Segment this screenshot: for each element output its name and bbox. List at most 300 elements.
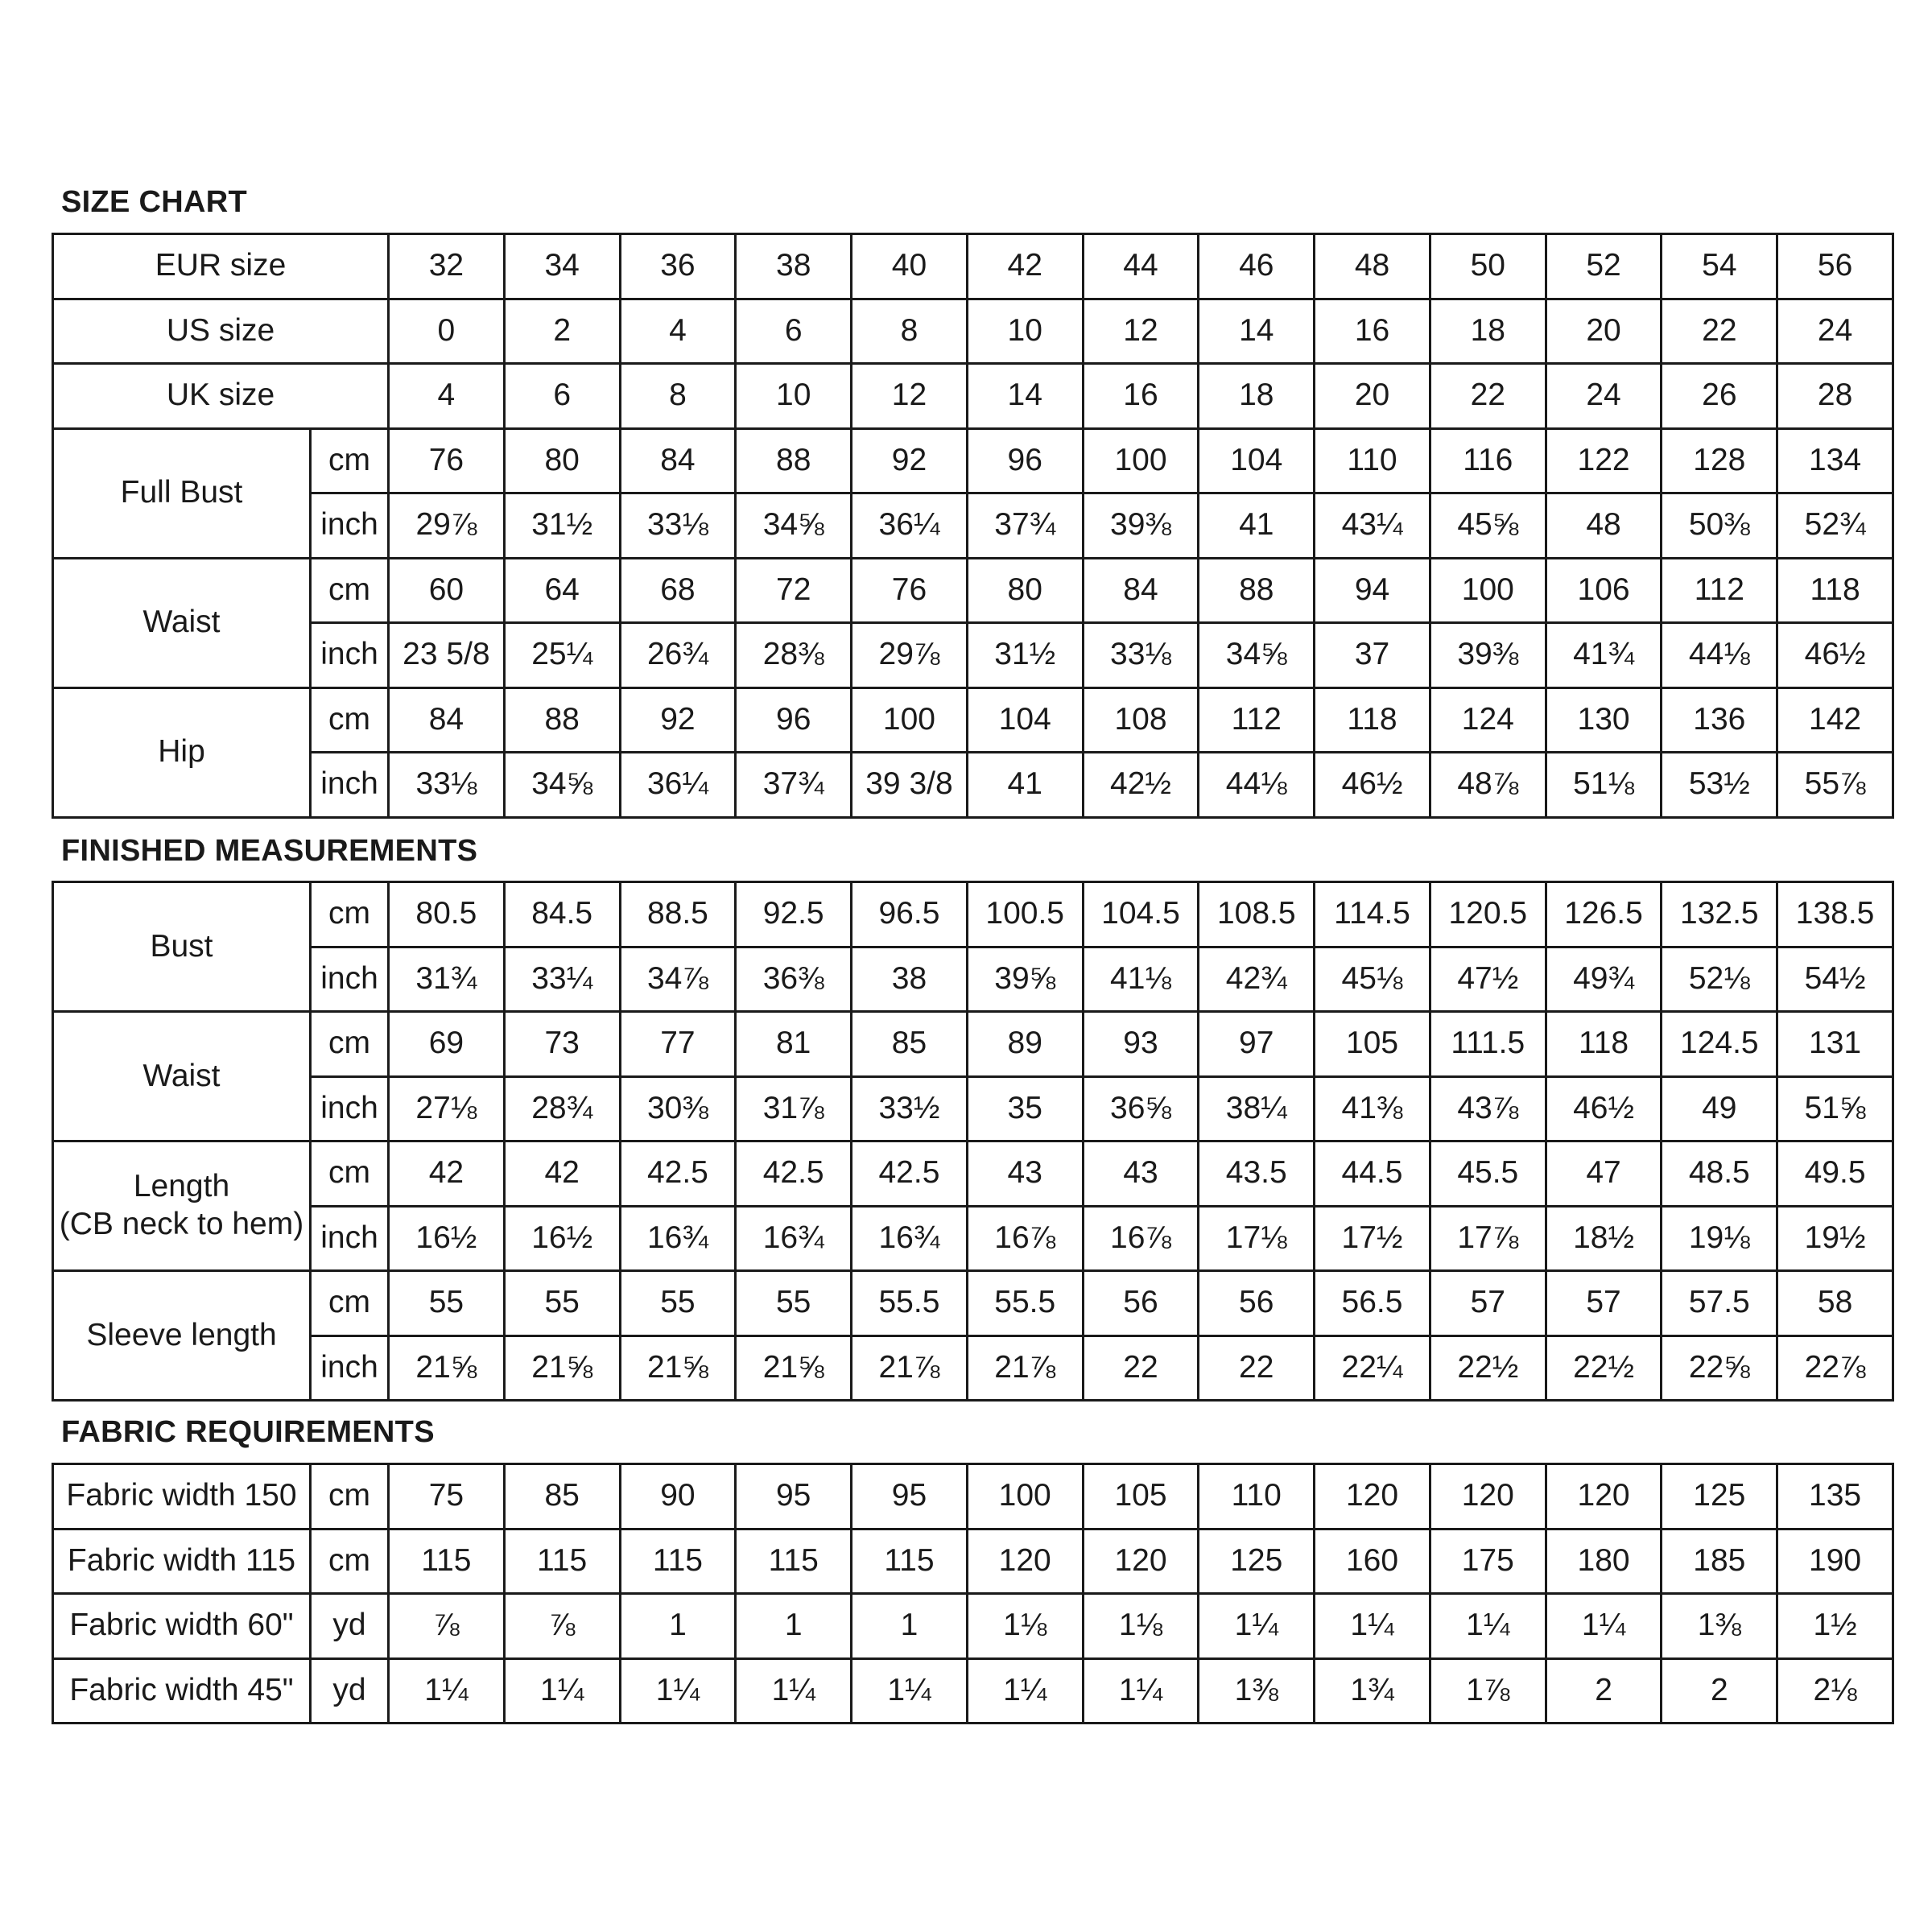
unit-cell: yd (311, 1594, 389, 1659)
value-cell: 16¾ (620, 1206, 736, 1271)
value-cell: 16¾ (736, 1206, 852, 1271)
value-cell: 1¾ (1315, 1658, 1430, 1724)
value-cell: 43.5 (1199, 1141, 1315, 1207)
value-cell: 2 (1546, 1658, 1662, 1724)
value-cell: 97 (1199, 1012, 1315, 1077)
value-cell: 88 (1199, 558, 1315, 623)
value-cell: 34⅝ (504, 753, 620, 818)
value-cell: 1 (736, 1594, 852, 1659)
value-cell: 43 (1083, 1141, 1199, 1207)
value-cell: 85 (504, 1464, 620, 1530)
value-cell: 1⅞ (1430, 1658, 1546, 1724)
value-cell: 112 (1199, 687, 1315, 753)
table-row (53, 1141, 1893, 1207)
value-cell: 38 (852, 947, 968, 1012)
value-cell: 125 (1199, 1529, 1315, 1594)
value-cell: 84 (389, 687, 505, 753)
value-cell: 50 (1430, 234, 1546, 299)
value-cell: 88 (736, 428, 852, 493)
value-cell: 77 (620, 1012, 736, 1077)
value-cell: 57.5 (1662, 1271, 1777, 1336)
value-cell: 4 (620, 299, 736, 364)
value-cell: 16⅞ (967, 1206, 1083, 1271)
value-cell: 175 (1430, 1529, 1546, 1594)
value-cell: 2 (504, 299, 620, 364)
value-cell: 28¾ (504, 1076, 620, 1141)
value-cell: 39⅜ (1083, 493, 1199, 559)
value-cell: 130 (1546, 687, 1662, 753)
value-cell: 160 (1315, 1529, 1430, 1594)
value-cell: 2 (1662, 1658, 1777, 1724)
value-cell: 34 (504, 234, 620, 299)
value-cell: 19½ (1777, 1206, 1893, 1271)
value-cell: 22⅝ (1662, 1335, 1777, 1401)
value-cell: 96.5 (852, 882, 968, 947)
value-cell: 118 (1546, 1012, 1662, 1077)
value-cell: 31⅞ (736, 1076, 852, 1141)
size-header-row (53, 299, 1893, 364)
value-cell: 22 (1083, 1335, 1199, 1401)
unit-cell: inch (311, 947, 389, 1012)
value-cell: 22 (1199, 1335, 1315, 1401)
value-cell: 1¼ (1546, 1594, 1662, 1659)
value-cell: 36⅝ (1083, 1076, 1199, 1141)
value-cell: 46 (1199, 234, 1315, 299)
value-cell: 29⅞ (852, 623, 968, 688)
value-cell: 1¼ (967, 1658, 1083, 1724)
value-cell: 45⅝ (1430, 493, 1546, 559)
value-cell: 80.5 (389, 882, 505, 947)
value-cell: 1¼ (504, 1658, 620, 1724)
value-cell: 42.5 (620, 1141, 736, 1207)
value-cell: 43 (967, 1141, 1083, 1207)
value-cell: 50⅜ (1662, 493, 1777, 559)
value-cell: 45.5 (1430, 1141, 1546, 1207)
value-cell: 16¾ (852, 1206, 968, 1271)
value-cell: 1½ (1777, 1594, 1893, 1659)
value-cell: 108 (1083, 687, 1199, 753)
value-cell: 12 (1083, 299, 1199, 364)
value-cell: 118 (1315, 687, 1430, 753)
value-cell: 39⅜ (1430, 623, 1546, 688)
value-cell: 46½ (1546, 1076, 1662, 1141)
value-cell: 1¼ (1199, 1594, 1315, 1659)
value-cell: 132.5 (1662, 882, 1777, 947)
value-cell: 100 (1083, 428, 1199, 493)
value-cell: 27⅛ (389, 1076, 505, 1141)
value-cell: 56 (1777, 234, 1893, 299)
value-cell: 115 (736, 1529, 852, 1594)
value-cell: 49 (1662, 1076, 1777, 1141)
value-cell: 124 (1430, 687, 1546, 753)
value-cell: 55 (620, 1271, 736, 1336)
value-cell: 44.5 (1315, 1141, 1430, 1207)
value-cell: 56 (1199, 1271, 1315, 1336)
measurement-label: Waist (53, 1012, 311, 1141)
value-cell: 17⅛ (1199, 1206, 1315, 1271)
value-cell: 41 (967, 753, 1083, 818)
value-cell: 1¼ (1315, 1594, 1430, 1659)
value-cell: 120 (1546, 1464, 1662, 1530)
value-cell: 16½ (504, 1206, 620, 1271)
value-cell: 28⅜ (736, 623, 852, 688)
value-cell: 31½ (504, 493, 620, 559)
value-cell: 76 (389, 428, 505, 493)
value-cell: 44 (1083, 234, 1199, 299)
value-cell: 31½ (967, 623, 1083, 688)
value-cell: 16 (1083, 364, 1199, 429)
value-cell: 111.5 (1430, 1012, 1546, 1077)
unit-cell: inch (311, 1076, 389, 1141)
unit-cell: inch (311, 1206, 389, 1271)
value-cell: 92.5 (736, 882, 852, 947)
value-cell: 138.5 (1777, 882, 1893, 947)
table-row (53, 687, 1893, 753)
value-cell: 56.5 (1315, 1271, 1430, 1336)
value-cell: 88.5 (620, 882, 736, 947)
value-cell: 42 (504, 1141, 620, 1207)
value-cell: 115 (504, 1529, 620, 1594)
value-cell: 21⅞ (967, 1335, 1083, 1401)
value-cell: 47 (1546, 1141, 1662, 1207)
value-cell: 1⅜ (1199, 1658, 1315, 1724)
measurement-label: Hip (53, 687, 311, 817)
value-cell: 23 5/8 (389, 623, 505, 688)
value-cell: 16 (1315, 299, 1430, 364)
value-cell: 36⅜ (736, 947, 852, 1012)
value-cell: 94 (1315, 558, 1430, 623)
finished-measurements-title: FINISHED MEASUREMENTS (61, 834, 478, 868)
value-cell: 104 (1199, 428, 1315, 493)
value-cell: 95 (736, 1464, 852, 1530)
value-cell: 73 (504, 1012, 620, 1077)
fabric-label: Fabric width 60" (53, 1594, 311, 1659)
value-cell: 34⅝ (736, 493, 852, 559)
value-cell: 52⅛ (1662, 947, 1777, 1012)
value-cell: 92 (852, 428, 968, 493)
value-cell: 33⅛ (389, 753, 505, 818)
value-cell: 90 (620, 1464, 736, 1530)
value-cell: 136 (1662, 687, 1777, 753)
value-cell: 22 (1430, 364, 1546, 429)
value-cell: 18 (1430, 299, 1546, 364)
value-cell: 41¾ (1546, 623, 1662, 688)
value-cell: 1 (852, 1594, 968, 1659)
size-header-row (53, 364, 1893, 429)
fabric-requirements-table (52, 1463, 1894, 1724)
unit-cell: inch (311, 753, 389, 818)
value-cell: 33¼ (504, 947, 620, 1012)
value-cell: 55 (736, 1271, 852, 1336)
value-cell: 6 (504, 364, 620, 429)
value-cell: 22½ (1430, 1335, 1546, 1401)
value-cell: 46½ (1315, 753, 1430, 818)
value-cell: 120 (967, 1529, 1083, 1594)
value-cell: 29⅞ (389, 493, 505, 559)
value-cell: 42 (967, 234, 1083, 299)
value-cell: 51⅛ (1546, 753, 1662, 818)
fabric-row (53, 1658, 1893, 1724)
value-cell: 100.5 (967, 882, 1083, 947)
value-cell: 21⅝ (504, 1335, 620, 1401)
table-row (53, 882, 1893, 947)
value-cell: 30⅜ (620, 1076, 736, 1141)
table-row (53, 1206, 1893, 1271)
unit-cell: cm (311, 1012, 389, 1077)
fabric-label: Fabric width 150 (53, 1464, 311, 1530)
fabric-row (53, 1464, 1893, 1530)
value-cell: 180 (1546, 1529, 1662, 1594)
value-cell: 32 (389, 234, 505, 299)
value-cell: 10 (967, 299, 1083, 364)
value-cell: 1¼ (389, 1658, 505, 1724)
value-cell: 47½ (1430, 947, 1546, 1012)
value-cell: 88 (504, 687, 620, 753)
value-cell: 10 (736, 364, 852, 429)
row-label: UK size (53, 364, 389, 429)
value-cell: 114.5 (1315, 882, 1430, 947)
value-cell: 72 (736, 558, 852, 623)
value-cell: 42.5 (736, 1141, 852, 1207)
value-cell: 84.5 (504, 882, 620, 947)
value-cell: 38 (736, 234, 852, 299)
value-cell: 122 (1546, 428, 1662, 493)
value-cell: 20 (1546, 299, 1662, 364)
value-cell: 48⅞ (1430, 753, 1546, 818)
value-cell: 110 (1199, 1464, 1315, 1530)
value-cell: 26 (1662, 364, 1777, 429)
value-cell: 69 (389, 1012, 505, 1077)
value-cell: 134 (1777, 428, 1893, 493)
table-row (53, 1335, 1893, 1401)
value-cell: 108.5 (1199, 882, 1315, 947)
value-cell: 41⅜ (1315, 1076, 1430, 1141)
value-cell: 68 (620, 558, 736, 623)
table-row (53, 428, 1893, 493)
value-cell: 100 (967, 1464, 1083, 1530)
value-cell: 24 (1546, 364, 1662, 429)
value-cell: 126.5 (1546, 882, 1662, 947)
value-cell: 37 (1315, 623, 1430, 688)
value-cell: 38¼ (1199, 1076, 1315, 1141)
value-cell: 2⅛ (1777, 1658, 1893, 1724)
value-cell: 41 (1199, 493, 1315, 559)
table-row (53, 753, 1893, 818)
value-cell: 112 (1662, 558, 1777, 623)
value-cell: 33⅛ (620, 493, 736, 559)
value-cell: 33⅛ (1083, 623, 1199, 688)
value-cell: 49¾ (1546, 947, 1662, 1012)
value-cell: 20 (1315, 364, 1430, 429)
value-cell: 26¾ (620, 623, 736, 688)
value-cell: 40 (852, 234, 968, 299)
value-cell: 16⅞ (1083, 1206, 1199, 1271)
value-cell: 128 (1662, 428, 1777, 493)
value-cell: 45⅛ (1315, 947, 1430, 1012)
unit-cell: cm (311, 1529, 389, 1594)
fabric-row (53, 1529, 1893, 1594)
unit-cell: inch (311, 1335, 389, 1401)
value-cell: 185 (1662, 1529, 1777, 1594)
measurement-label: Bust (53, 882, 311, 1012)
value-cell: 54½ (1777, 947, 1893, 1012)
value-cell: 37¾ (967, 493, 1083, 559)
size-chart-title: SIZE CHART (61, 185, 247, 219)
value-cell: 56 (1083, 1271, 1199, 1336)
value-cell: 22¼ (1315, 1335, 1430, 1401)
value-cell: 25¼ (504, 623, 620, 688)
value-cell: 22⅞ (1777, 1335, 1893, 1401)
value-cell: 1¼ (736, 1658, 852, 1724)
value-cell: 19⅛ (1662, 1206, 1777, 1271)
value-cell: 54 (1662, 234, 1777, 299)
value-cell: 44⅛ (1662, 623, 1777, 688)
table-row (53, 623, 1893, 688)
value-cell: 84 (620, 428, 736, 493)
value-cell: 12 (852, 364, 968, 429)
value-cell: 16½ (389, 1206, 505, 1271)
value-cell: 18½ (1546, 1206, 1662, 1271)
value-cell: 44⅛ (1199, 753, 1315, 818)
value-cell: 8 (620, 364, 736, 429)
value-cell: 125 (1662, 1464, 1777, 1530)
measurement-label: Length (CB neck to hem) (53, 1141, 311, 1271)
value-cell: 131 (1777, 1012, 1893, 1077)
finished-measurements-table (52, 881, 1894, 1402)
value-cell: 100 (1430, 558, 1546, 623)
value-cell: 55 (504, 1271, 620, 1336)
value-cell: 42.5 (852, 1141, 968, 1207)
value-cell: 42½ (1083, 753, 1199, 818)
unit-cell: inch (311, 493, 389, 559)
value-cell: 21⅝ (620, 1335, 736, 1401)
value-cell: 17½ (1315, 1206, 1430, 1271)
value-cell: 36¼ (852, 493, 968, 559)
fabric-label: Fabric width 115 (53, 1529, 311, 1594)
value-cell: 105 (1083, 1464, 1199, 1530)
table-row (53, 1076, 1893, 1141)
fabric-label: Fabric width 45" (53, 1658, 311, 1724)
value-cell: 1¼ (620, 1658, 736, 1724)
size-header-row (53, 234, 1893, 299)
value-cell: 52 (1546, 234, 1662, 299)
value-cell: 1 (620, 1594, 736, 1659)
value-cell: 120 (1315, 1464, 1430, 1530)
fabric-row (53, 1594, 1893, 1659)
row-label: US size (53, 299, 389, 364)
value-cell: 14 (967, 364, 1083, 429)
unit-cell: inch (311, 623, 389, 688)
value-cell: 96 (736, 687, 852, 753)
value-cell: 4 (389, 364, 505, 429)
value-cell: 55.5 (852, 1271, 968, 1336)
unit-cell: cm (311, 1271, 389, 1336)
value-cell: 100 (852, 687, 968, 753)
value-cell: ⅞ (504, 1594, 620, 1659)
unit-cell: cm (311, 1464, 389, 1530)
value-cell: 33½ (852, 1076, 968, 1141)
value-cell: 80 (504, 428, 620, 493)
value-cell: 104.5 (1083, 882, 1199, 947)
value-cell: 42 (389, 1141, 505, 1207)
value-cell: 51⅝ (1777, 1076, 1893, 1141)
value-cell: 28 (1777, 364, 1893, 429)
table-row (53, 1271, 1893, 1336)
value-cell: 24 (1777, 299, 1893, 364)
value-cell: 31¾ (389, 947, 505, 1012)
value-cell: 190 (1777, 1529, 1893, 1594)
value-cell: 1⅛ (967, 1594, 1083, 1659)
value-cell: 1⅛ (1083, 1594, 1199, 1659)
value-cell: 1¼ (1430, 1594, 1546, 1659)
value-cell: 85 (852, 1012, 968, 1077)
value-cell: 55⅞ (1777, 753, 1893, 818)
value-cell: 35 (967, 1076, 1083, 1141)
value-cell: 76 (852, 558, 968, 623)
value-cell: 6 (736, 299, 852, 364)
value-cell: 92 (620, 687, 736, 753)
value-cell: 81 (736, 1012, 852, 1077)
value-cell: 43¼ (1315, 493, 1430, 559)
unit-cell: cm (311, 687, 389, 753)
value-cell: 1¼ (1083, 1658, 1199, 1724)
value-cell: 105 (1315, 1012, 1430, 1077)
unit-cell: yd (311, 1658, 389, 1724)
unit-cell: cm (311, 428, 389, 493)
value-cell: 42¾ (1199, 947, 1315, 1012)
table-row (53, 1012, 1893, 1077)
value-cell: 116 (1430, 428, 1546, 493)
value-cell: 142 (1777, 687, 1893, 753)
value-cell: 57 (1546, 1271, 1662, 1336)
value-cell: 80 (967, 558, 1083, 623)
value-cell: 52¾ (1777, 493, 1893, 559)
value-cell: 60 (389, 558, 505, 623)
fabric-requirements-title: FABRIC REQUIREMENTS (61, 1415, 435, 1449)
value-cell: 48.5 (1662, 1141, 1777, 1207)
value-cell: 18 (1199, 364, 1315, 429)
value-cell: 37¾ (736, 753, 852, 818)
value-cell: 118 (1777, 558, 1893, 623)
value-cell: 49.5 (1777, 1141, 1893, 1207)
value-cell: 21⅞ (852, 1335, 968, 1401)
value-cell: 84 (1083, 558, 1199, 623)
value-cell: 46½ (1777, 623, 1893, 688)
table-row (53, 493, 1893, 559)
value-cell: 48 (1315, 234, 1430, 299)
value-cell: 1⅜ (1662, 1594, 1777, 1659)
value-cell: 34⅝ (1199, 623, 1315, 688)
value-cell: 36 (620, 234, 736, 299)
table-row (53, 947, 1893, 1012)
value-cell: 120 (1430, 1464, 1546, 1530)
size-chart-table (52, 233, 1894, 819)
value-cell: 21⅝ (736, 1335, 852, 1401)
value-cell: 104 (967, 687, 1083, 753)
value-cell: 120 (1083, 1529, 1199, 1594)
value-cell: 58 (1777, 1271, 1893, 1336)
value-cell: 106 (1546, 558, 1662, 623)
value-cell: 1¼ (852, 1658, 968, 1724)
value-cell: 39 3/8 (852, 753, 968, 818)
value-cell: 14 (1199, 299, 1315, 364)
value-cell: 115 (389, 1529, 505, 1594)
value-cell: 124.5 (1662, 1012, 1777, 1077)
value-cell: 95 (852, 1464, 968, 1530)
unit-cell: cm (311, 558, 389, 623)
value-cell: 22½ (1546, 1335, 1662, 1401)
value-cell: 48 (1546, 493, 1662, 559)
